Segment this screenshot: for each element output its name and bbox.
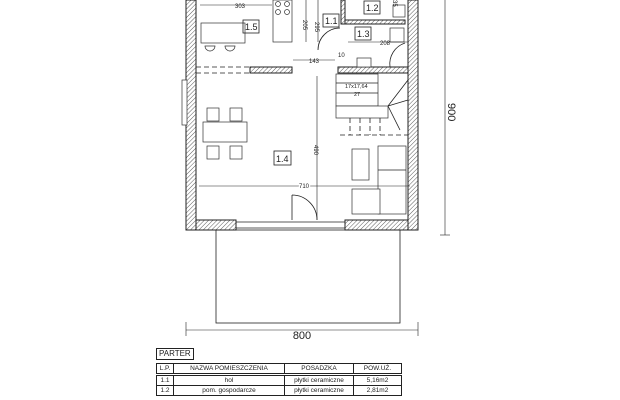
cell-lp: 1.1 (157, 376, 174, 386)
door-swing (318, 28, 340, 50)
dim-208: 208 (379, 41, 391, 47)
room-label-1.3: 1.3 (357, 29, 370, 39)
steps-count: 27 (353, 92, 361, 98)
room-label-1.1: 1.1 (325, 16, 338, 26)
header-name: NAZWA POMIESZCZENIA (174, 364, 285, 374)
dim-303: 303 (234, 4, 246, 10)
room-label-1.5: 1.5 (245, 22, 258, 32)
terrace (216, 230, 400, 323)
toilet (390, 28, 404, 42)
room-label-1.2: 1.2 (366, 3, 379, 13)
schedule-title: PARTER (156, 348, 194, 360)
kitchen-counter (273, 0, 292, 42)
bar-table (201, 23, 245, 43)
shower (390, 43, 405, 67)
entrance-door (292, 195, 317, 220)
header-area: POW.UŻ. (354, 364, 402, 374)
schedule-body (156, 375, 402, 396)
dim-143: 143 (308, 59, 320, 65)
stairs-dimension: 17x17,64 (345, 84, 368, 90)
room-label-1.4: 1.4 (276, 154, 289, 164)
dim-295: 295 (313, 22, 319, 33)
sink (357, 58, 371, 67)
width-dimension: 800 (292, 330, 312, 342)
window-left (182, 80, 187, 125)
header-floor: POSADZKA (285, 364, 354, 374)
washer (393, 5, 405, 17)
stool (205, 46, 215, 51)
dim-710: 710 (298, 184, 310, 190)
dim-10: 10 (338, 53, 345, 59)
dim-35: 35 (391, 0, 397, 7)
coffee-table (352, 149, 369, 180)
table-row (157, 386, 402, 396)
table-row (157, 376, 402, 386)
schedule-header (156, 363, 402, 374)
dim-205: 205 (301, 20, 307, 31)
cell-area: 5,16m2 (354, 376, 402, 386)
dining-set (203, 108, 247, 159)
cell-floor: płytki ceramiczne (285, 386, 354, 396)
cell-floor: płytki ceramiczne (285, 376, 354, 386)
cell-name: pom. gospodarcze (174, 386, 285, 396)
dim-490: 490 (312, 145, 318, 156)
stool (225, 46, 235, 51)
header-lp: L.P. (157, 364, 174, 374)
cell-name: hol (174, 376, 285, 386)
cell-lp: 1.2 (157, 386, 174, 396)
cell-area: 2,81m2 (354, 386, 402, 396)
depth-dimension: 900 (445, 103, 457, 122)
